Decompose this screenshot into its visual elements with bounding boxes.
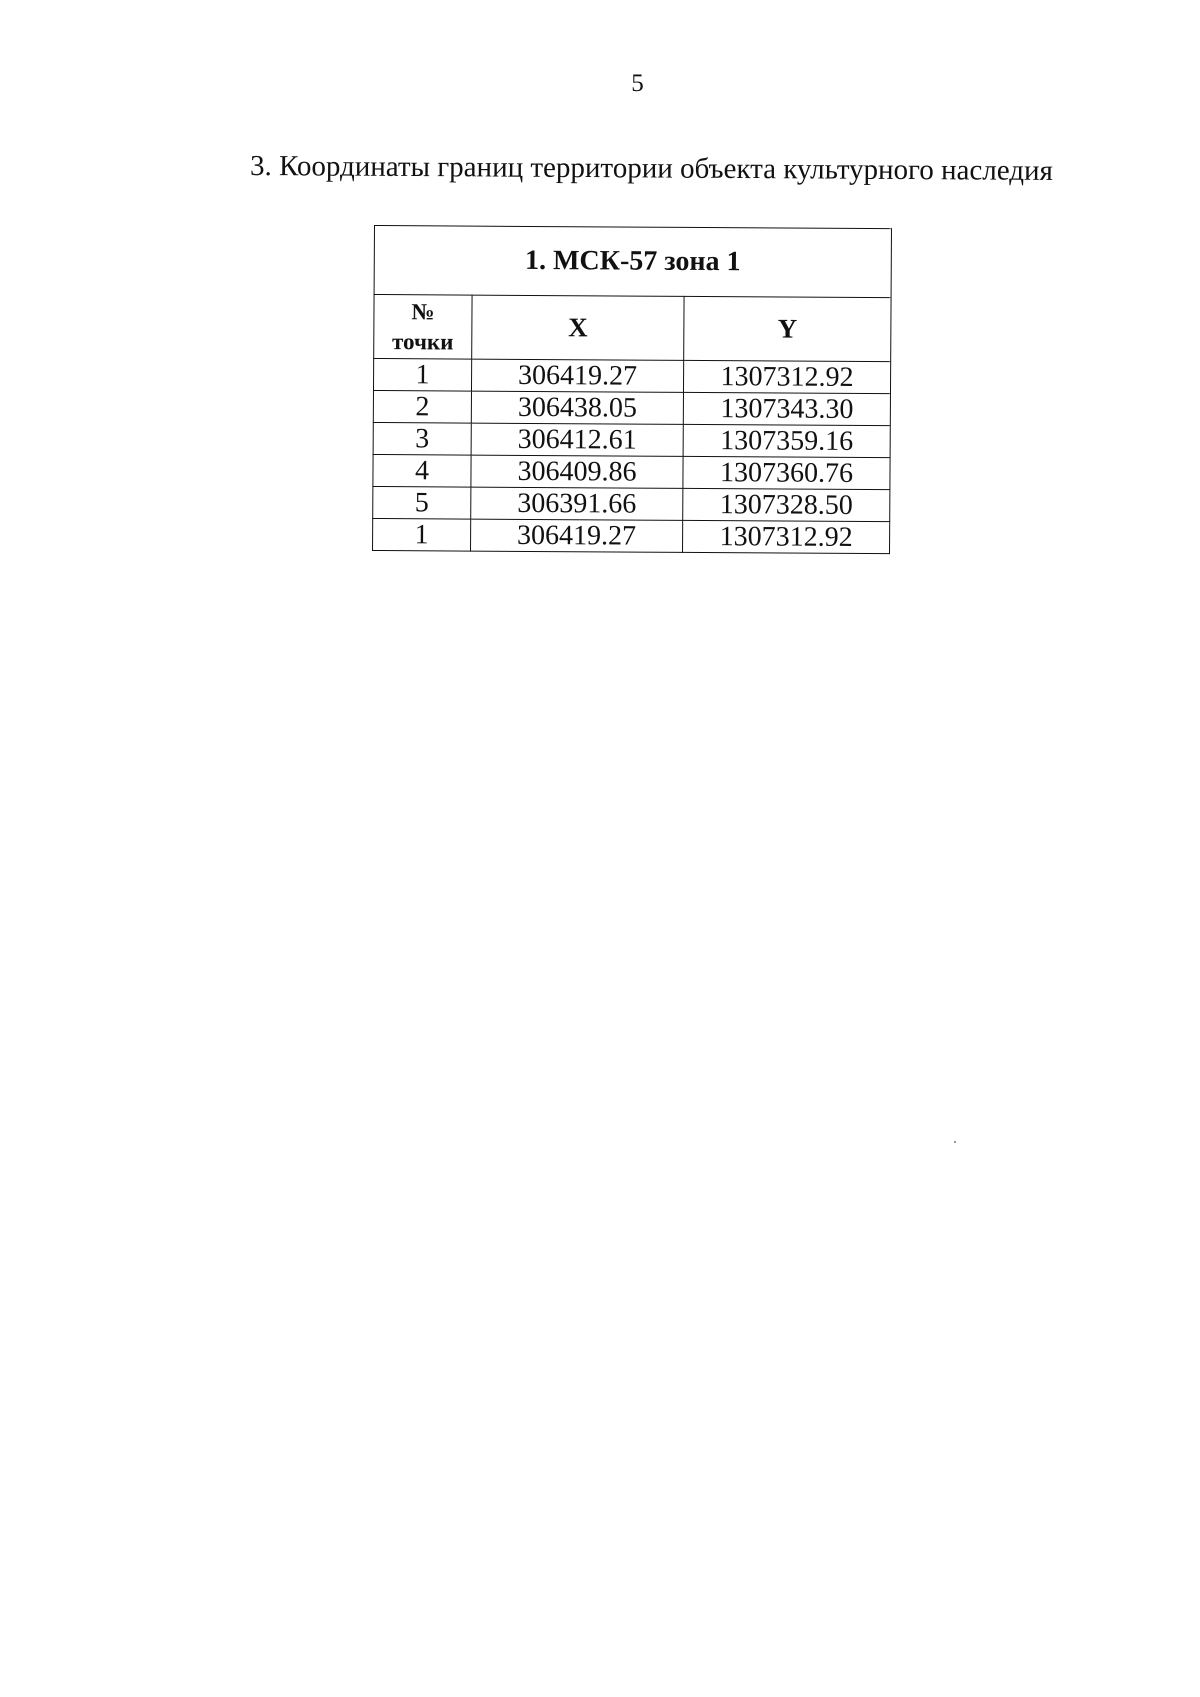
header-y: Y (684, 296, 891, 361)
page-number: 5 (631, 70, 644, 97)
y-coordinate-cell: 1307343.30 (683, 392, 890, 425)
y-coordinate-cell: 1307359.16 (683, 424, 890, 457)
header-point-number (374, 295, 472, 360)
table-row (373, 486, 890, 521)
x-coordinate-cell: 306419.27 (471, 519, 683, 552)
header-row (374, 295, 891, 362)
zone-title: 1. МСК-57 зона 1 (374, 226, 891, 298)
x-coordinate-cell: 306412.61 (471, 423, 683, 456)
y-coordinate-cell: 1307312.92 (683, 520, 890, 553)
y-coordinate-cell: 1307312.92 (683, 360, 890, 393)
table-row (373, 390, 890, 425)
table-row (373, 422, 890, 457)
point-number-cell: 1 (373, 359, 471, 392)
x-coordinate-cell: 306438.05 (471, 391, 683, 424)
x-coordinate-cell: 306409.86 (471, 455, 683, 488)
point-number-cell: 5 (373, 486, 471, 519)
coordinates-table (372, 225, 892, 554)
section-number: 3. (249, 150, 272, 183)
y-coordinate-cell: 1307328.50 (683, 488, 890, 521)
x-coordinate-cell: 306419.27 (471, 359, 683, 392)
header-x: X (472, 295, 684, 360)
header-point-number-line2: точки (392, 328, 454, 354)
section-heading (250, 150, 1070, 188)
section-title: Координаты границ территории объекта культурного наследия (278, 150, 1053, 187)
x-coordinate-cell: 306391.66 (471, 487, 683, 520)
point-number-cell: 3 (373, 422, 471, 455)
y-coordinate-cell: 1307360.76 (683, 456, 890, 489)
scan-speck (954, 1141, 956, 1143)
table-row (373, 454, 890, 489)
zone-title-row (374, 226, 891, 298)
header-point-number-line1: № (411, 298, 435, 324)
point-number-cell: 1 (373, 518, 471, 551)
point-number-cell: 4 (373, 454, 471, 487)
table-row (373, 518, 890, 553)
table-row (373, 359, 890, 394)
point-number-cell: 2 (373, 390, 471, 423)
